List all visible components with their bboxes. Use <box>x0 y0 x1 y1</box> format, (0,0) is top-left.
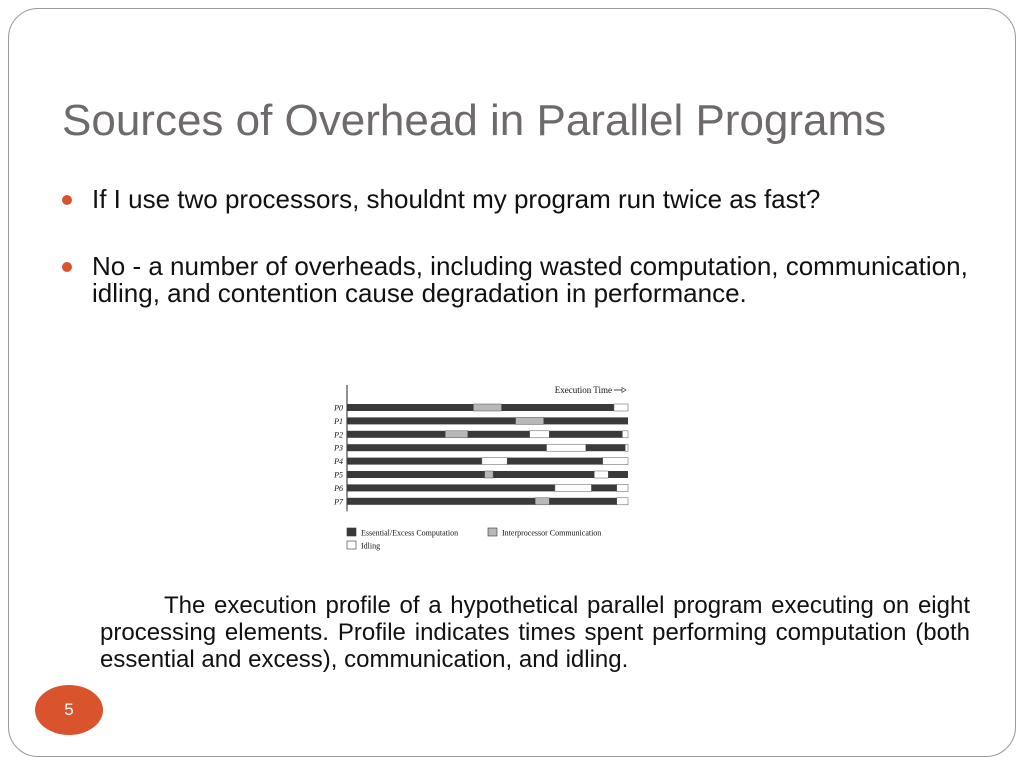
x-axis-arrowhead <box>622 388 626 393</box>
bar-segment-comp <box>591 484 616 491</box>
bar-segment-idle <box>617 498 628 505</box>
bullet-item <box>62 253 972 307</box>
bar-segment-comm <box>473 404 501 411</box>
bar-segment-comp <box>549 498 616 505</box>
bullet-dot-icon <box>62 195 72 205</box>
bar-segment-comm <box>485 471 493 478</box>
bar-segment-comp <box>493 471 594 478</box>
category-label: P5 <box>334 470 343 480</box>
bar-segment-comm <box>445 431 467 438</box>
bar-segment-comp <box>347 404 473 411</box>
bar-segment-comp <box>347 417 516 424</box>
bar-segment-comp <box>608 471 628 478</box>
bar-segment-idle <box>482 458 507 465</box>
category-label: P4 <box>334 457 343 467</box>
bar-segment-comp <box>502 404 614 411</box>
category-label: P6 <box>334 483 343 493</box>
bar-segment-comp <box>347 471 485 478</box>
bar-segment-comp <box>507 458 603 465</box>
slide-title: Sources of Overhead in Parallel Programs <box>62 96 887 145</box>
bar-segment-comp <box>549 431 622 438</box>
legend-label: Interprocessor Communication <box>502 528 602 538</box>
legend-label: Essential/Excess Computation <box>361 528 459 538</box>
category-label: P3 <box>334 443 343 453</box>
category-label: P1 <box>334 416 343 426</box>
x-axis-label: Execution Time <box>554 385 612 395</box>
legend-swatch <box>347 528 356 536</box>
bar-segment-idle <box>617 484 628 491</box>
page-number-badge: 5 <box>35 685 103 735</box>
bar-segment-idle <box>614 404 628 411</box>
bar-segment-comp <box>347 458 482 465</box>
bar-segment-comm <box>535 498 549 505</box>
bullet-text: No - a number of overheads, including wasted computation, communication, idling, and contention cause degradation in performance. <box>92 251 968 308</box>
figure-caption: The execution profile of a hypothetical parallel program executing on eight processing elements. Profile indicates times spent performing computation (both essential and excess), communication, and idling. <box>100 592 970 673</box>
category-label: P2 <box>334 430 343 440</box>
bar-segment-comp <box>347 431 445 438</box>
bar-segment-comp <box>347 484 555 491</box>
bar-segment-idle <box>603 458 628 465</box>
bullet-item <box>62 186 972 213</box>
bar-segment-idle <box>530 431 550 438</box>
legend-label: Idling <box>361 541 381 551</box>
legend-swatch <box>488 528 497 536</box>
bar-segment-comp <box>468 431 530 438</box>
bar-segment-comm <box>516 417 544 424</box>
bar-segment-idle <box>594 471 608 478</box>
bar-segment-comp <box>347 444 547 451</box>
bullet-dot-icon <box>62 262 72 272</box>
bar-segment-idle <box>625 444 628 451</box>
bar-segment-idle <box>555 484 592 491</box>
bullet-text: If I use two processors, shouldnt my program run twice as fast? <box>92 184 821 214</box>
bar-segment-comp <box>347 498 535 505</box>
bar-segment-idle <box>547 444 586 451</box>
bar-segment-comp <box>544 417 628 424</box>
bar-segment-comp <box>586 444 625 451</box>
category-label: P7 <box>334 497 343 507</box>
bar-segment-idle <box>622 431 628 438</box>
execution-profile-chart <box>326 380 636 560</box>
bullet-list <box>62 186 972 347</box>
category-label: P0 <box>334 403 343 413</box>
legend-swatch <box>347 541 356 549</box>
